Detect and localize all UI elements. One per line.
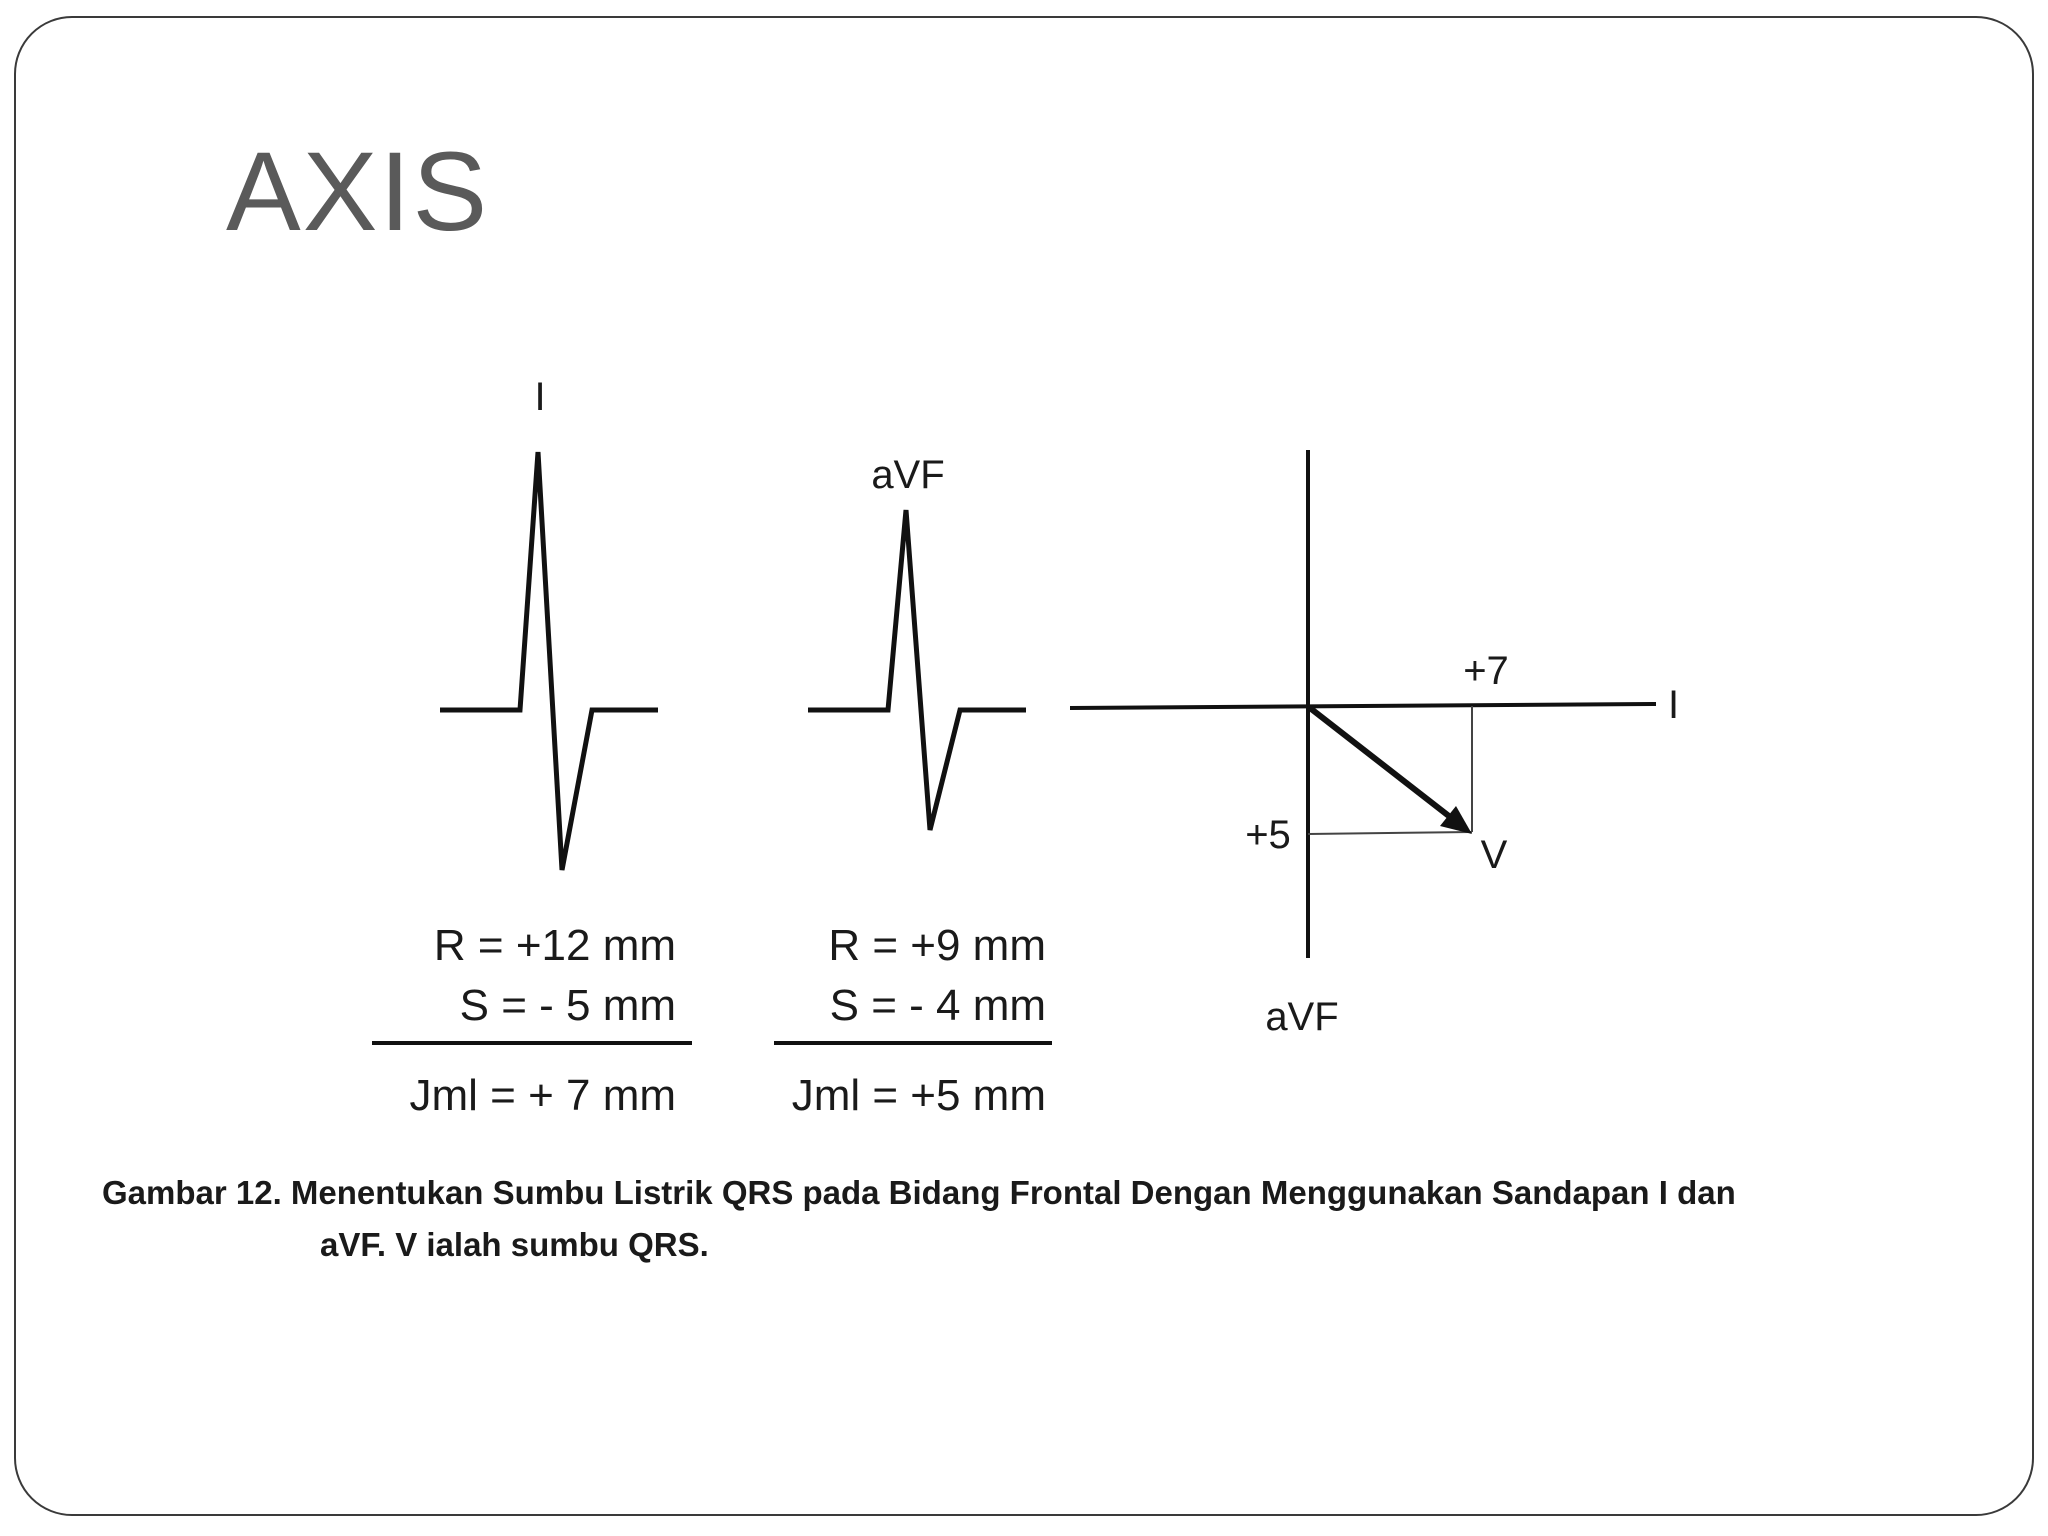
lead-aVF-label: aVF [871, 453, 945, 497]
lead-I-S-value: S = - 5 mm [459, 981, 676, 1030]
lead-I-waveform [440, 452, 658, 870]
lead-aVF-R-value: R = +9 mm [828, 921, 1046, 970]
y-value-label: +5 [1245, 813, 1291, 857]
lead-I-sum-value: Jml = + 7 mm [409, 1071, 676, 1120]
axis-horizontal-line [1070, 704, 1656, 708]
x-value-label: +7 [1463, 649, 1509, 693]
figure-caption-line-1: Gambar 12. Menentukan Sumbu Listrik QRS pada Bidang Frontal Dengan Menggunakan Sandapan I dan [102, 1174, 1736, 1211]
axis-horizontal-label: I [1668, 683, 1680, 727]
lead-aVF-S-value: S = - 4 mm [829, 981, 1046, 1030]
qrs-vector-line [1310, 708, 1454, 820]
slide-title: AXIS [226, 129, 490, 254]
figure-caption-line-2: aVF. V ialah sumbu QRS. [320, 1226, 709, 1263]
lead-I-label: I [534, 375, 546, 419]
lead-I-R-value: R = +12 mm [433, 921, 676, 970]
vector-label: V [1480, 833, 1508, 877]
lead-aVF-waveform [808, 510, 1026, 830]
axis-vertical-label: aVF [1265, 995, 1339, 1039]
projection-y-line [1308, 832, 1472, 834]
lead-aVF-sum-value: Jml = +5 mm [791, 1071, 1046, 1120]
